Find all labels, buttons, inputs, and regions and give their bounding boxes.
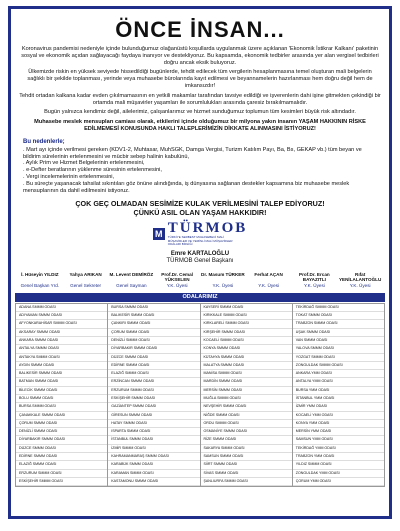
chamber-item: HATAY SMMM ODASI <box>108 420 199 428</box>
chamber-item: MALATYA SMMM ODASI <box>201 362 292 370</box>
chamber-item: ELAZIĞ SMMM ODASI <box>108 370 199 378</box>
chamber-item: KIRŞEHİR SMMM ODASI <box>201 329 292 337</box>
chambers-column <box>108 304 200 487</box>
chamber-item: ERZURUM SMMM ODASI <box>108 387 199 395</box>
chamber-item: EDİRNE SMMM ODASI <box>108 362 199 370</box>
chamber-item: NİĞDE SMMM ODASI <box>201 412 292 420</box>
chambers-column <box>293 304 384 487</box>
headline: ÖNCE İNSAN... <box>115 17 285 42</box>
logo-name: TÜRMOB <box>167 219 248 236</box>
demand-item: . Vergi incelemelerinin ertelenmesini, <box>23 173 115 180</box>
demand-item: . Mart ayı içinde verilmesi gereken (KDV1-2, Muhtasar, MuhSGK, Damga Vergisi, Turizm Katılım Payı, Ba, Bs, GEKAP vb.) tüm beyan ve bildirim sürelerinin ertelenmesini ve mücbir sebep halinin kabulünü, <box>23 146 362 160</box>
board-member-title: Y.K. Üyesi <box>349 282 371 288</box>
chamber-item: BALIKESİR SMMM ODASI <box>16 370 107 378</box>
chamber-item: İSTANBUL SMMM ODASI <box>108 436 199 444</box>
chamber-item: BURSA SMMM ODASI <box>108 304 199 312</box>
chamber-item: EDİRNE SMMM ODASI <box>16 453 107 461</box>
newspaper-ad <box>8 6 392 519</box>
chamber-item: BİLECİK SMMM ODASI <box>16 387 107 395</box>
chamber-item: DÜZCE SMMM ODASI <box>16 445 107 453</box>
board-member-name: M. Levent DEMİRÖZ <box>109 271 154 277</box>
chamber-item: KÜTAHYA SMMM ODASI <box>201 354 292 362</box>
chamber-item: YOZGAT SMMM ODASI <box>293 354 384 362</box>
logo-text <box>168 221 248 247</box>
chamber-item: SAMSUN SMMM ODASI <box>201 453 292 461</box>
chamber-item: ESKİŞEHİR SMMM ODASI <box>108 395 199 403</box>
paragraph-3: Tehdit ortadan kalkana kadar evden çıkılmamasının en yetkili makamlar tarafından tavsiye edildiği ve işverenlerin dahi işine gitmekten çekindiği bir ortamda mali müşavirler yaşamları ile sorumlulukları arasında çaresiz bırakılmamalıdır. <box>19 92 381 106</box>
signer <box>11 251 389 265</box>
chamber-item: TRABZON YMM ODASI <box>293 453 384 461</box>
closing-statement <box>19 200 381 218</box>
demand-item: . Bu süreçte yaşanacak tahsilat sıkıntıları göz önüne alındığında, iş dünyasına sağlanan destekler kapsamına biz muhasebe meslek mensuplarının da dahil edilmesini istiyoruz. <box>23 180 350 194</box>
chamber-item: ORDU SMMM ODASI <box>201 420 292 428</box>
chamber-item: ERZİNCAN SMMM ODASI <box>108 378 199 386</box>
chamber-item: ÇANKIRI SMMM ODASI <box>108 320 199 328</box>
chamber-item: KIRKLARELİ SMMM ODASI <box>201 320 292 328</box>
board-member-name: Prof.Dr. Ercan BAYAZITLI <box>299 271 330 282</box>
chamber-item: SAKARYA SMMM ODASI <box>201 445 292 453</box>
chamber-item: DENİZLİ SMMM ODASI <box>108 337 199 345</box>
chamber-item: ZONGULDAK SMMM ODASI <box>293 362 384 370</box>
signer-name: Emre KARTALOĞLU <box>170 250 230 257</box>
chamber-item: DİYARBAKIR SMMM ODASI <box>16 436 107 444</box>
chamber-item: MERSİN SMMM ODASI <box>201 387 292 395</box>
chamber-item: GİRESUN SMMM ODASI <box>108 412 199 420</box>
chamber-item: OSMANİYE SMMM ODASI <box>201 428 292 436</box>
chamber-item: GAZİANTEP SMMM ODASI <box>108 403 199 411</box>
chamber-item: RİZE SMMM ODASI <box>201 436 292 444</box>
chamber-item: AFYONKARAHİSAR SMMM ODASI <box>16 320 107 328</box>
board-member-name: İ. Hüseyin YILDIZ <box>21 271 59 277</box>
chamber-item: KIRIKKALE SMMM ODASI <box>201 312 292 320</box>
chamber-item: MUĞLA SMMM ODASI <box>201 395 292 403</box>
board-member-title: Y.K. Üyesi <box>212 282 234 288</box>
chamber-item: KOCAELİ SMMM ODASI <box>201 337 292 345</box>
closing-line-2: ÇÜNKÜ ASIL OLAN YAŞAM HAKKIDIR! <box>133 208 267 218</box>
board-member-name: Rıfat YENİLALANTOĞLU <box>338 271 382 282</box>
chamber-item: AKSARAY SMMM ODASI <box>16 329 107 337</box>
board-member-name: Yahya ARIKAN <box>69 271 102 277</box>
board-names <box>17 272 383 282</box>
chamber-item: ÇANAKKALE SMMM ODASI <box>16 412 107 420</box>
paragraph-4: Bugün yalnızca kendimiz değil, ailelerimiz, çalışanlarımız ve hizmet sunduğumuz toplumun tüm kesimleri büyük risk altındadır. <box>44 109 356 116</box>
logo-subtitle: TÜRKİYE SERBEST MUHASEBECİ MALİ MÜŞAVİRLER VE YEMİNLİ MALİ MÜŞAVİRLER ODALARI BİRLİĞİ <box>167 234 233 247</box>
chamber-item: KONYA YMM ODASI <box>293 420 384 428</box>
turmob-logo <box>11 221 389 247</box>
chamber-item: YALOVA SMMM ODASI <box>293 345 384 353</box>
chamber-item: BALIKESİR SMMM ODASI <box>108 312 199 320</box>
chamber-item: KONYA SMMM ODASI <box>201 345 292 353</box>
chamber-item: UŞAK SMMM ODASI <box>293 329 384 337</box>
chamber-item: ÇORUM SMMM ODASI <box>16 420 107 428</box>
chamber-item: ERZURUM SMMM ODASI <box>16 470 107 478</box>
chamber-item: ZONGULDAK YMM ODASI <box>293 470 384 478</box>
chambers-column <box>16 304 108 487</box>
demand-item: . Aylık Prim ve Hizmet Belgelerinin ertelenmesini, <box>23 160 145 167</box>
chamber-item: MARDİN SMMM ODASI <box>201 378 292 386</box>
chamber-item: TRABZON SMMM ODASI <box>293 320 384 328</box>
chambers-heading: ODALARIMIZ <box>15 293 385 302</box>
chamber-item: ANTALYA SMMM ODASI <box>16 345 107 353</box>
board-member-name: Ferhat AÇAN <box>254 271 283 277</box>
board-member-title: Y.K. Üyesi <box>303 282 325 288</box>
board-titles <box>17 283 383 288</box>
chamber-item: KARABÜK SMMM ODASI <box>108 461 199 469</box>
chamber-item: İSTANBUL YMM ODASI <box>293 395 384 403</box>
closing-line-1: ÇOK GEÇ OLMADAN SESİMİZE KULAK VERİLMESİNİ TALEP EDİYORUZ! <box>75 199 325 209</box>
chamber-item: TOKAT SMMM ODASI <box>293 312 384 320</box>
chamber-item: SAMSUN YMM ODASI <box>293 436 384 444</box>
chamber-item: BURSA YMM ODASI <box>293 387 384 395</box>
demands-intro: Bu nedenlerle; <box>23 138 65 145</box>
chamber-item: BATMAN SMMM ODASI <box>16 378 107 386</box>
chamber-item: KARAMAN SMMM ODASI <box>108 470 199 478</box>
chamber-item: DÜZCE SMMM ODASI <box>108 354 199 362</box>
chamber-item: ADANA SMMM ODASI <box>16 304 107 312</box>
chamber-item: ADIYAMAN SMMM ODASI <box>16 312 107 320</box>
signer-title: TÜRMOB Genel Başkanı <box>166 257 234 264</box>
chamber-item: ŞANLIURFA SMMM ODASI <box>201 478 292 486</box>
chamber-item: ESKİŞEHİR SMMM ODASI <box>16 478 107 486</box>
chamber-item: NEVŞEHİR SMMM ODASI <box>201 403 292 411</box>
chamber-item: AYDIN SMMM ODASI <box>16 362 107 370</box>
board-member-title: Genel Başkan Yrd. <box>20 282 60 288</box>
board-member-name: Dr. Masum TÜRKER <box>201 271 245 277</box>
logo-mark-icon: M <box>153 228 165 240</box>
board-member-title: Genel Sayman <box>116 282 147 288</box>
chamber-item: MERSİN YMM ODASI <box>293 428 384 436</box>
chamber-item: YILDIZ SMMM ODASI <box>293 461 384 469</box>
board-member-name: Prof.Dr. Cemal YÜKSELEN <box>161 271 193 282</box>
chamber-item: DENİZLİ SMMM ODASI <box>16 428 107 436</box>
chamber-item: ANTALYA YMM ODASI <box>293 378 384 386</box>
emphasis-paragraph: Muhasebe meslek mensupları camiası olarak, etkilerini içinde olduğumuz bir milyona yakın insanın YAŞAM HAKKININ RİSKE EDİLMEMESİ KONUSUNDA HAKLI TALEPLERİMİZİN DİKKATE ALINMASINI İSTİYORUZ! <box>34 119 366 132</box>
chamber-item: TEKİRDAĞ YMM ODASI <box>293 445 384 453</box>
paragraph-2: Ülkemizde riskin en yüksek seviyede hissedildiği bugünlerde, tehdit edilecek tüm vergilerin hesaplanmasına temel oluşturan mali belgelerin sağlıklı bir şekilde toplanması, yerinde veya muhasebe bürolarında kayıt edilmesi ve beyannamelerin hazırlanması hem doğru değil hem de imkansızdır! <box>27 69 373 89</box>
chamber-item: KOCAELİ YMM ODASI <box>293 412 384 420</box>
chamber-item: ELAZIĞ SMMM ODASI <box>16 461 107 469</box>
chamber-item: SİVAS SMMM ODASI <box>201 470 292 478</box>
chamber-item: ANKARA SMMM ODASI <box>16 337 107 345</box>
board-member-title: Genel Sekreter <box>70 282 102 288</box>
chamber-item: MANİSA SMMM ODASI <box>201 370 292 378</box>
chamber-item: SİİRT SMMM ODASI <box>201 461 292 469</box>
chamber-item: ÇORUM SMMM ODASI <box>108 329 199 337</box>
chamber-item: ÇORUM YMM ODASI <box>293 478 384 486</box>
chamber-item: KAHRAMANMARAŞ SMMM ODASI <box>108 453 199 461</box>
chamber-item: İZMİR YMM ODASI <box>293 403 384 411</box>
board-member-title: Y.K. Üyesi <box>166 282 188 288</box>
chamber-item: ISPARTA SMMM ODASI <box>108 428 199 436</box>
demands-list <box>23 147 377 195</box>
chamber-item: BURSA SMMM ODASI <box>16 403 107 411</box>
chamber-item: ANTAKYA SMMM ODASI <box>16 354 107 362</box>
chambers-table <box>15 303 385 488</box>
chamber-item: BOLU SMMM ODASI <box>16 395 107 403</box>
demand-item: . e-Defter beratlarının yüklenme süresinin ertelenmesini, <box>23 167 162 174</box>
chamber-item: KAYSERİ SMMM ODASI <box>201 304 292 312</box>
chamber-item: ANKARA YMM ODASI <box>293 370 384 378</box>
chamber-item: VAN SMMM ODASI <box>293 337 384 345</box>
chamber-item: TEKİRDAĞ SMMM ODASI <box>293 304 384 312</box>
chamber-item: KASTAMONU SMMM ODASI <box>108 478 199 486</box>
chamber-item: İZMİR SMMM ODASI <box>108 445 199 453</box>
chamber-item: DİYARBAKIR SMMM ODASI <box>108 345 199 353</box>
chambers-column <box>201 304 293 487</box>
board-member-title: Y.K. Üyesi <box>258 282 280 288</box>
paragraph-1: Koronavirus pandemisi nedeniyle içinde bulunduğumuz olağanüstü koşullarda uygulanmak üzere açıklanan 'Ekonomik İstikrar Kalkanı' paketinin sosyal ve ekonomik açıdan sağlayacağı faydaya inanıyor ve destekliyoruz. Bu kapsamda, ekonomik tedbirler arasında yer alan vergisel tedbirleri doğru ancak eksik buluyoruz. <box>21 46 379 66</box>
